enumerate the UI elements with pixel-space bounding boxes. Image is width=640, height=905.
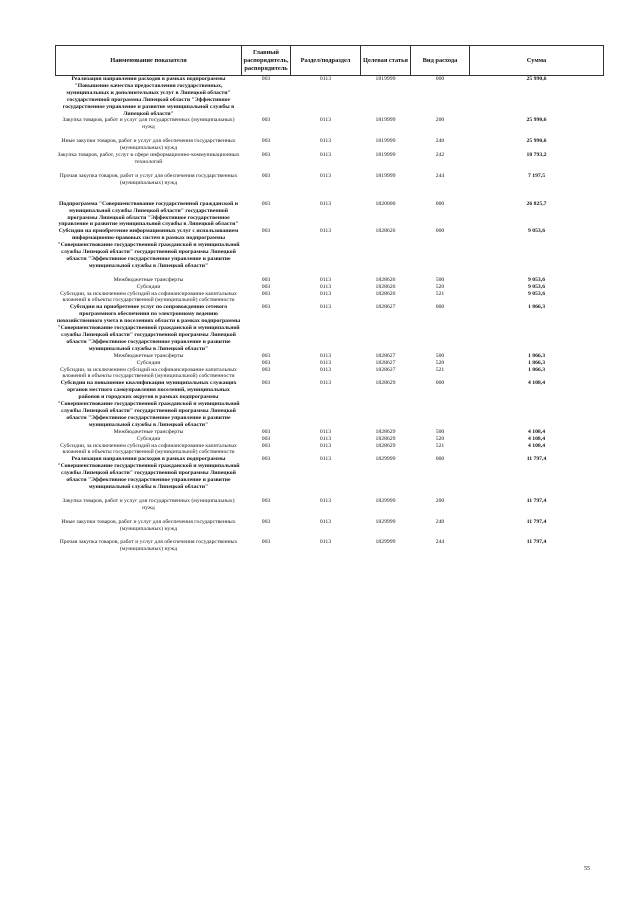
cell-admin: 003 [261, 442, 271, 449]
cell-exptype: 244 [435, 172, 445, 179]
table-row [56, 519, 604, 540]
table-row [56, 277, 604, 284]
cell-name: Прочая закупка товаров, работ и услуг для обеспечения государственных (муниципальных) нужд [59, 172, 238, 186]
cell-exptype: 500 [435, 428, 445, 435]
cell-name: Прочая закупка товаров, работ и услуг для обеспечения государственных (муниципальных) нужд [59, 539, 238, 553]
cell-target: 1819999 [375, 76, 396, 82]
cell-admin: 003 [261, 518, 271, 525]
cell-target: 1828629 [375, 435, 396, 442]
cell-target: 1828626 [375, 276, 396, 283]
cell-admin: 003 [261, 200, 271, 207]
table-row [56, 429, 604, 436]
cell-exptype: 240 [435, 518, 445, 525]
cell-section: 0113 [319, 228, 332, 235]
table-row [56, 360, 604, 367]
table-row [56, 76, 604, 118]
table-row [56, 380, 604, 428]
cell-exptype: 240 [435, 138, 445, 145]
cell-target: 1828626 [375, 228, 396, 235]
cell-section: 0113 [319, 359, 332, 366]
cell-section: 0113 [319, 539, 332, 546]
page-number: 55 [584, 866, 590, 872]
cell-sum: 11 797,4 [526, 497, 547, 504]
cell-admin: 003 [261, 76, 271, 82]
cell-section: 0113 [319, 172, 332, 179]
cell-exptype: 521 [435, 366, 445, 373]
cell-admin: 003 [261, 228, 271, 235]
cell-exptype: 200 [435, 117, 445, 124]
cell-section: 0113 [319, 138, 332, 145]
header-target: Целевая статья [361, 46, 411, 76]
cell-exptype: 000 [435, 380, 445, 387]
cell-exptype: 200 [435, 497, 445, 504]
cell-name: Субсидии на повышение квалификации муниципальных служащих органов местного самоуправления поселений, муниципальных районов и городских округов в рамках подпрограммы "Совершенствование государственной гражданской и муниципальной службы Липецкой области" государственной программы Липецкой области "Эффективное государственное управление и развитие муниципальной службы в Липецкой области" [57, 380, 240, 428]
cell-target: 1828627 [375, 359, 396, 366]
cell-name: Субсидии на приобретение информационных услуг с использованием информационно-правовых систем в рамках подпрограммы "Совершенствование государственной гражданской и муниципальной службы Липецкой области" государственной программы Липецкой области "Эффективное государственное управление и развитие муниципальной службы в Липецкой области" [57, 228, 240, 269]
cell-name: Субсидии, за исключением субсидий на софинансирование капитальных вложений в объекты государственной (муниципальной) собственности [60, 290, 237, 304]
cell-exptype: 000 [435, 304, 445, 311]
cell-target: 1828627 [375, 304, 396, 311]
cell-sum: 9 053,6 [527, 290, 546, 297]
cell-sum: 11 797,4 [526, 539, 547, 546]
cell-sum: 18 793,2 [526, 152, 547, 159]
cell-name: Закупка товаров, работ и услуг для государственных (муниципальных) нужд [62, 497, 235, 511]
header-admin: Главный распорядитель, распорядитель [242, 46, 291, 76]
cell-name: Закупка товаров, работ и услуг для государственных (муниципальных) нужд [62, 117, 235, 131]
cell-target: 1828629 [375, 428, 396, 435]
cell-section: 0113 [319, 456, 332, 463]
table-row [56, 353, 604, 360]
cell-sum: 4 108,4 [527, 442, 546, 449]
cell-name: Субсидии [136, 435, 161, 442]
cell-name: Иные закупки товаров, работ и услуг для обеспечения государственных (муниципальных) нужд [61, 518, 236, 532]
cell-sum: 25 990,6 [526, 76, 547, 82]
cell-admin: 003 [261, 304, 271, 311]
cell-admin: 003 [261, 152, 271, 159]
cell-target: 1819999 [375, 172, 396, 179]
cell-section: 0113 [319, 380, 332, 387]
cell-admin: 003 [261, 539, 271, 546]
cell-name: Закупка товаров, работ, услуг в сфере информационно-коммуникационных технологий [57, 152, 240, 165]
cell-sum: 1 866,3 [527, 304, 546, 311]
cell-target: 1829999 [375, 456, 396, 463]
header-section: Раздел/подраздел [291, 46, 361, 76]
table-row [56, 228, 604, 276]
cell-admin: 003 [261, 276, 271, 283]
cell-section: 0113 [319, 442, 332, 449]
table-row [56, 539, 604, 553]
cell-exptype: 000 [435, 228, 445, 235]
cell-admin: 003 [261, 359, 271, 366]
table-row [56, 284, 604, 291]
cell-sum: 1 866,3 [527, 352, 546, 359]
cell-sum: 1 866,3 [527, 366, 546, 373]
cell-target: 1819999 [375, 138, 396, 145]
cell-admin: 003 [261, 428, 271, 435]
cell-name: Субсидии [136, 283, 161, 290]
table-row [56, 152, 604, 173]
table-row [56, 291, 604, 305]
cell-exptype: 520 [435, 435, 445, 442]
cell-section: 0113 [319, 117, 332, 124]
cell-admin: 003 [261, 497, 271, 504]
cell-target: 1820000 [375, 200, 396, 207]
cell-section: 0113 [319, 518, 332, 525]
cell-sum: 26 825,7 [526, 200, 547, 207]
cell-admin: 003 [261, 172, 271, 179]
cell-sum: 4 108,4 [527, 435, 546, 442]
cell-exptype: 521 [435, 290, 445, 297]
cell-admin: 003 [261, 352, 271, 359]
cell-sum: 1 866,3 [527, 359, 546, 366]
cell-sum: 25 990,6 [526, 117, 547, 124]
cell-admin: 003 [261, 283, 271, 290]
cell-sum: 11 797,4 [526, 456, 547, 463]
budget-document [55, 45, 603, 553]
cell-admin: 003 [261, 435, 271, 442]
cell-exptype: 000 [435, 456, 445, 463]
cell-name: Межбюджетные трансферты [113, 428, 184, 435]
cell-admin: 003 [261, 380, 271, 387]
table-row [56, 138, 604, 152]
cell-sum: 11 797,4 [526, 518, 547, 525]
cell-target: 1829999 [375, 539, 396, 546]
table-row [56, 367, 604, 381]
cell-name: Субсидии, за исключением субсидий на софинансирование капитальных вложений в объекты государственной (муниципальной) собственности [60, 442, 237, 456]
cell-sum: 9 053,6 [527, 283, 546, 290]
cell-admin: 003 [261, 138, 271, 145]
cell-exptype: 500 [435, 276, 445, 283]
table-body [56, 76, 604, 554]
cell-target: 1819999 [375, 117, 396, 124]
cell-sum: 9 053,6 [527, 228, 546, 235]
table-row [56, 117, 604, 138]
cell-sum: 4 108,4 [527, 428, 546, 435]
cell-exptype: 500 [435, 352, 445, 359]
table-row [56, 304, 604, 352]
header-name: Наименование показателя [56, 46, 242, 76]
cell-name: Иные закупки товаров, работ и услуг для обеспечения государственных (муниципальных) нужд [61, 138, 236, 152]
table-header-row [56, 46, 604, 76]
cell-section: 0113 [319, 283, 332, 290]
cell-admin: 003 [261, 366, 271, 373]
cell-name: Субсидии на приобретение услуг по сопровождению сетевого программного обеспечения по электронному ведению похозяйственного учета в поселениях области в рамках подпрограммы "Совершенствование государственной гражданской и муниципальной службы Липецкой области" государственной программы Липецкой области "Эффективное государственное управление и развитие муниципальной службы в Липецкой области" [56, 304, 241, 352]
cell-name: Подпрограмма "Совершенствование государственной гражданской и муниципальной службы Липецкой области" государственной программы Липецкой области "Эффективное государственное управление и развитие муниципальной службы в Липецкой области" [58, 200, 239, 228]
cell-sum: 4 108,4 [527, 380, 546, 387]
table-row [56, 173, 604, 201]
cell-target: 1828629 [375, 380, 396, 387]
cell-section: 0113 [319, 152, 332, 159]
cell-name: Межбюджетные трансферты [113, 276, 184, 283]
cell-admin: 003 [261, 117, 271, 124]
budget-table [55, 45, 604, 553]
cell-section: 0113 [319, 497, 332, 504]
cell-target: 1828626 [375, 283, 396, 290]
cell-admin: 003 [261, 290, 271, 297]
cell-name: Реализация направления расходов в рамках подпрограммы "Повышение качества предоставления государственных, муниципальных и дополнительных услуг в Липецкой области" государственной программы Липецкой области "Эффективное государственное управление и развитие муниципальной службы в Липецкой области" [62, 76, 235, 117]
cell-section: 0113 [319, 352, 332, 359]
cell-section: 0113 [319, 304, 332, 311]
cell-sum: 7 197,5 [527, 172, 546, 179]
header-exptype: Вид расхода [411, 46, 470, 76]
cell-exptype: 520 [435, 359, 445, 366]
cell-exptype: 521 [435, 442, 445, 449]
cell-target: 1828626 [375, 290, 396, 297]
cell-sum: 25 990,6 [526, 138, 547, 145]
cell-section: 0113 [319, 428, 332, 435]
cell-name: Реализация направления расходов в рамках подпрограммы "Совершенствование государственной гражданской и муниципальной службы Липецкой области" государственной программы Липецкой области "Эффективное государственное управление и развитие муниципальной службы в Липецкой области" [57, 456, 240, 490]
cell-target: 1828627 [375, 352, 396, 359]
cell-exptype: 000 [435, 76, 445, 82]
table-row [56, 201, 604, 229]
table-row [56, 498, 604, 519]
cell-name: Субсидии [136, 359, 161, 366]
table-row [56, 436, 604, 443]
cell-target: 1819999 [375, 152, 396, 159]
cell-exptype: 520 [435, 283, 445, 290]
cell-admin: 003 [261, 456, 271, 463]
cell-section: 0113 [319, 200, 332, 207]
cell-target: 1828627 [375, 366, 396, 373]
header-sum: Сумма [470, 46, 604, 76]
cell-section: 0113 [319, 276, 332, 283]
cell-sum: 9 053,6 [527, 276, 546, 283]
cell-target: 1829999 [375, 518, 396, 525]
cell-section: 0113 [319, 435, 332, 442]
cell-exptype: 242 [435, 152, 445, 159]
table-row [56, 456, 604, 498]
cell-exptype: 244 [435, 539, 445, 546]
table-row [56, 443, 604, 457]
cell-name: Межбюджетные трансферты [113, 352, 184, 359]
cell-name: Субсидии, за исключением субсидий на софинансирование капитальных вложений в объекты государственной (муниципальной) собственности [60, 366, 237, 380]
cell-section: 0113 [319, 366, 332, 373]
cell-section: 0113 [319, 290, 332, 297]
cell-exptype: 000 [435, 200, 445, 207]
cell-target: 1828629 [375, 442, 396, 449]
cell-section: 0113 [319, 76, 332, 82]
cell-target: 1829999 [375, 497, 396, 504]
